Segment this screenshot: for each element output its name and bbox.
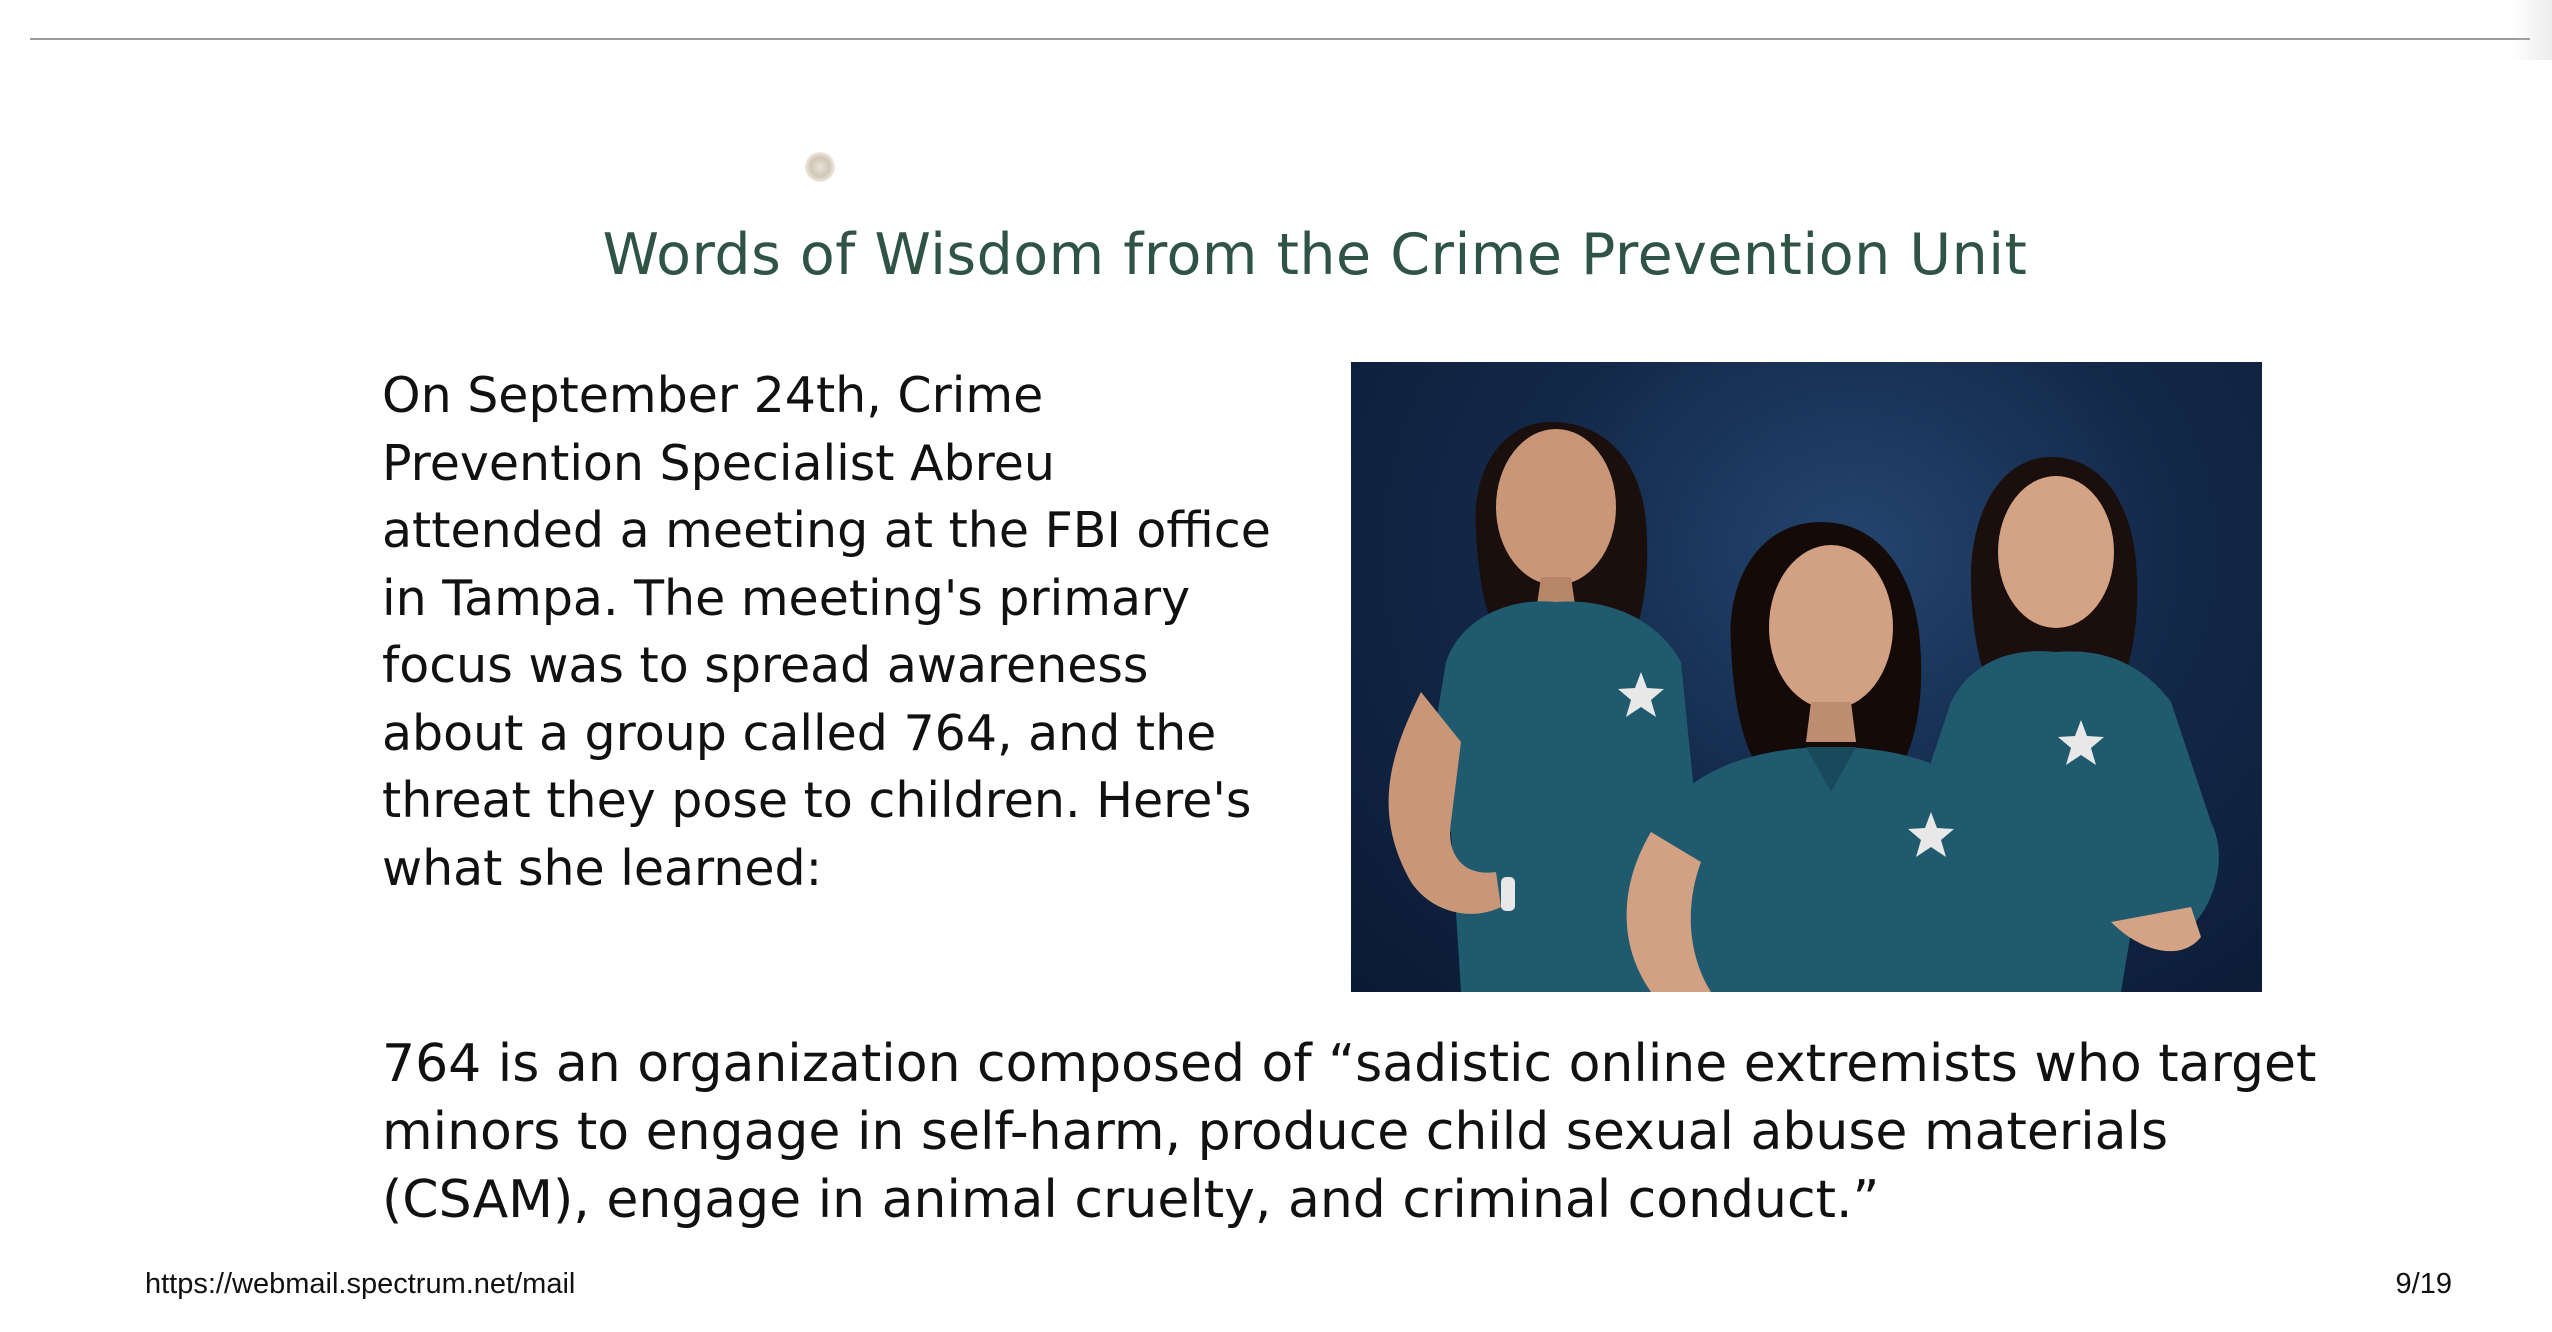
footer-url: https://webmail.spectrum.net/mail [145, 1268, 576, 1300]
team-photo-illustration [1351, 362, 2262, 992]
scan-artifact [805, 152, 835, 182]
body-paragraph: 764 is an organization composed of “sadistic online extremists who target minors to engage in self-harm, produce child sexual abuse materials (CSAM), engage in animal cruelty, and criminal conduct.” [382, 1034, 2317, 1230]
page-number: 9/19 [2395, 1268, 2452, 1300]
intro-paragraph: On September 24th, Crime Prevention Specialist Abreu attended a meeting at the FBI office in Tampa. The meeting's primary focus was to spread awareness about a group called 764, and the threat they pose to children. Here's what she learned: [382, 367, 1271, 897]
page-heading: Words of Wisdom from the Crime Prevention Unit [602, 222, 2028, 288]
scan-edge-shadow [2512, 0, 2552, 60]
top-rule [30, 38, 2530, 40]
team-photo [1351, 362, 2262, 992]
